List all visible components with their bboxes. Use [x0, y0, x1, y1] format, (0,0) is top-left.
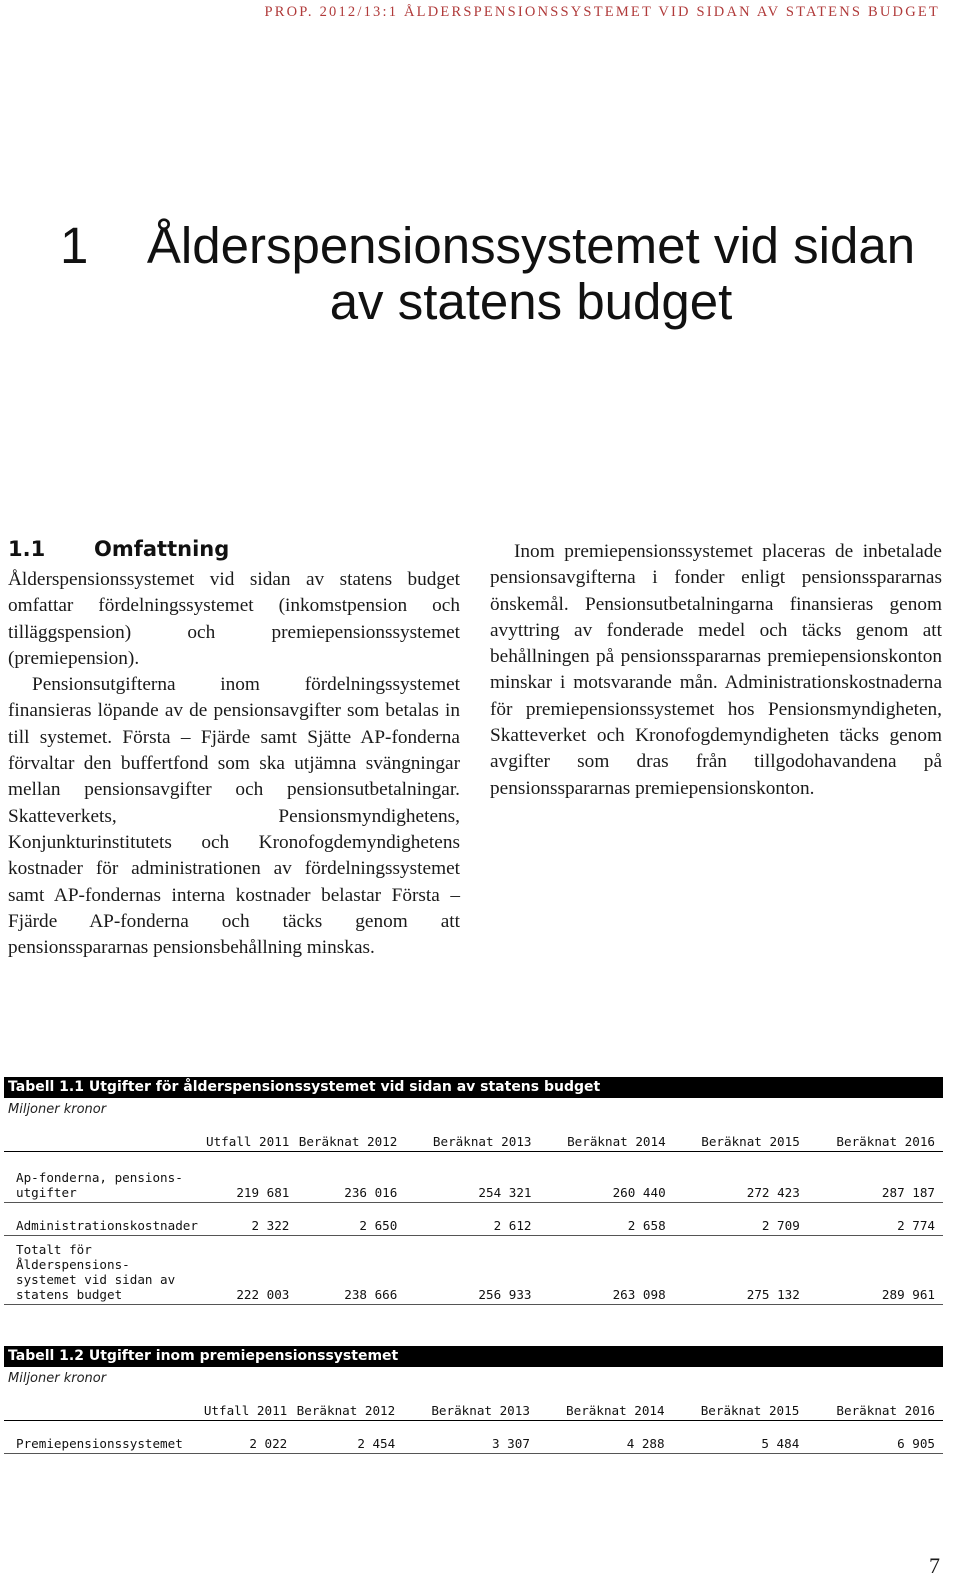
column-header: Beräknat 2014 — [538, 1396, 673, 1421]
table-cell: 275 132 — [746, 1287, 800, 1302]
column-header: Beräknat 2015 — [673, 1396, 808, 1421]
table-unit: Miljoner kronor — [8, 1102, 107, 1117]
table-cell: 222 003 — [236, 1287, 290, 1302]
table-cell: 287 187 — [881, 1185, 935, 1200]
chapter-title — [60, 218, 940, 330]
column-header: Utfall 2011 — [204, 1396, 295, 1421]
data-table — [4, 1127, 943, 1305]
table-cell: 2 612 — [493, 1218, 532, 1233]
table-header-row — [4, 1396, 943, 1421]
table-cell: 5 484 — [761, 1436, 800, 1451]
table-row — [4, 1421, 943, 1454]
section-number: 1.1 — [8, 537, 46, 561]
row-label: Premiepensionssystemet — [16, 1436, 183, 1451]
chapter-title-text: Ålderspensionssystemet vid sidan av statens budget — [146, 217, 916, 330]
table-cell: 3 307 — [492, 1436, 530, 1451]
table-row — [4, 1203, 943, 1236]
body-paragraph: Pensionsutgifterna inom fördelningssystemet finansieras löpande av de pensionsavgifter som betalas in till systemet. Första – Fjärde samt Sjätte AP-fonderna förvaltar den buffertfond som ska utjämna svängningar mellan pensionsavgifter och pensionsutbetalningar. Skatteverkets, Pensionsmyndighetens, Konjunkturinstitutets och Kronofogdemyndighetens kostnader för administrationen av fördelningssystemet samt AP-fondernas interna kostnader belastar Första – Fjärde AP-fonderna och täcks genom att pensionsspararnas pensionsbehållning minskas. — [8, 674, 460, 959]
body-paragraph: Inom premiepensionssystemet placeras de inbetalade pensionsavgifterna i fonder enligt pensionsspararnas önskemål. Pensionsutbetalningarna finansieras genom avyttring av fonderade medel och täcks genom att behållningen på pensionsspararnas premiepensionskonton minskar i motsvarande mån. Administrationskostnaderna för premiepensionssystemet hos Pensionsmyndigheten, Skatteverket och Kronofogdemyndigheten täcks genom avgifter som dras från tillgodohavandena på pensionsspararnas premiepensionskonton. — [490, 541, 942, 799]
table-row — [4, 1236, 943, 1305]
page-number: 7 — [929, 1553, 940, 1578]
column-header: Utfall 2011 — [206, 1127, 297, 1152]
table-cell: 219 681 — [236, 1185, 290, 1200]
table-cell: 2 650 — [359, 1218, 398, 1233]
table-cell: 2 709 — [761, 1218, 800, 1233]
table-1 — [4, 1077, 943, 1305]
table-cell: 2 658 — [627, 1218, 666, 1233]
column-header: Beräknat 2016 — [807, 1396, 943, 1421]
column-header: Beräknat 2013 — [403, 1396, 538, 1421]
row-label: Ap-fonderna, pensions- utgifter — [16, 1170, 183, 1200]
table-cell: 2 774 — [897, 1218, 935, 1233]
table-row — [4, 1152, 943, 1203]
body-right-column — [490, 539, 942, 802]
table-cell: 236 016 — [344, 1185, 398, 1200]
table-cell: 2 454 — [357, 1436, 396, 1451]
column-header: Beräknat 2012 — [295, 1396, 403, 1421]
table-header-row — [4, 1127, 943, 1152]
table-cell: 272 423 — [746, 1185, 800, 1200]
table-caption: Tabell 1.1 Utgifter för ålderspensionssystemet vid sidan av statens budget — [4, 1077, 943, 1098]
table-cell: 4 288 — [626, 1436, 665, 1451]
table-cell: 260 440 — [612, 1185, 666, 1200]
table-caption: Tabell 1.2 Utgifter inom premiepensionssystemet — [4, 1346, 943, 1367]
section-title: Omfattning — [94, 537, 230, 561]
column-header: Beräknat 2013 — [405, 1127, 539, 1152]
table-cell: 238 666 — [344, 1287, 398, 1302]
section-heading — [8, 537, 229, 561]
table-cell: 254 321 — [478, 1185, 532, 1200]
table-2 — [4, 1346, 943, 1454]
row-label: Administrationskostnader — [16, 1218, 198, 1233]
body-paragraph: Ålderspensionssystemet vid sidan av statens budget omfattar fördelningssystemet (inkomstpension och tilläggspension) och premiepensionssystemet (premiepension). — [8, 569, 460, 669]
body-left-column — [8, 567, 460, 961]
table-cell: 6 905 — [897, 1436, 935, 1451]
column-header: Beräknat 2014 — [540, 1127, 674, 1152]
chapter-number: 1 — [60, 217, 89, 274]
table-unit: Miljoner kronor — [8, 1371, 107, 1386]
column-header: Beräknat 2016 — [808, 1127, 943, 1152]
table-cell: 256 933 — [478, 1287, 532, 1302]
data-table — [4, 1396, 943, 1454]
table-cell: 2 322 — [251, 1218, 290, 1233]
table-cell: 263 098 — [612, 1287, 666, 1302]
column-header: Beräknat 2012 — [297, 1127, 405, 1152]
running-head: PROP. 2012/13:1 ÅLDERSPENSIONSSYSTEMET VID SIDAN AV STATENS BUDGET — [264, 4, 940, 20]
table-cell: 2 022 — [249, 1436, 288, 1451]
column-header: Beräknat 2015 — [674, 1127, 808, 1152]
table-cell: 289 961 — [881, 1287, 935, 1302]
row-label: Totalt för Ålderspensions- systemet vid sidan av statens budget — [16, 1242, 176, 1302]
